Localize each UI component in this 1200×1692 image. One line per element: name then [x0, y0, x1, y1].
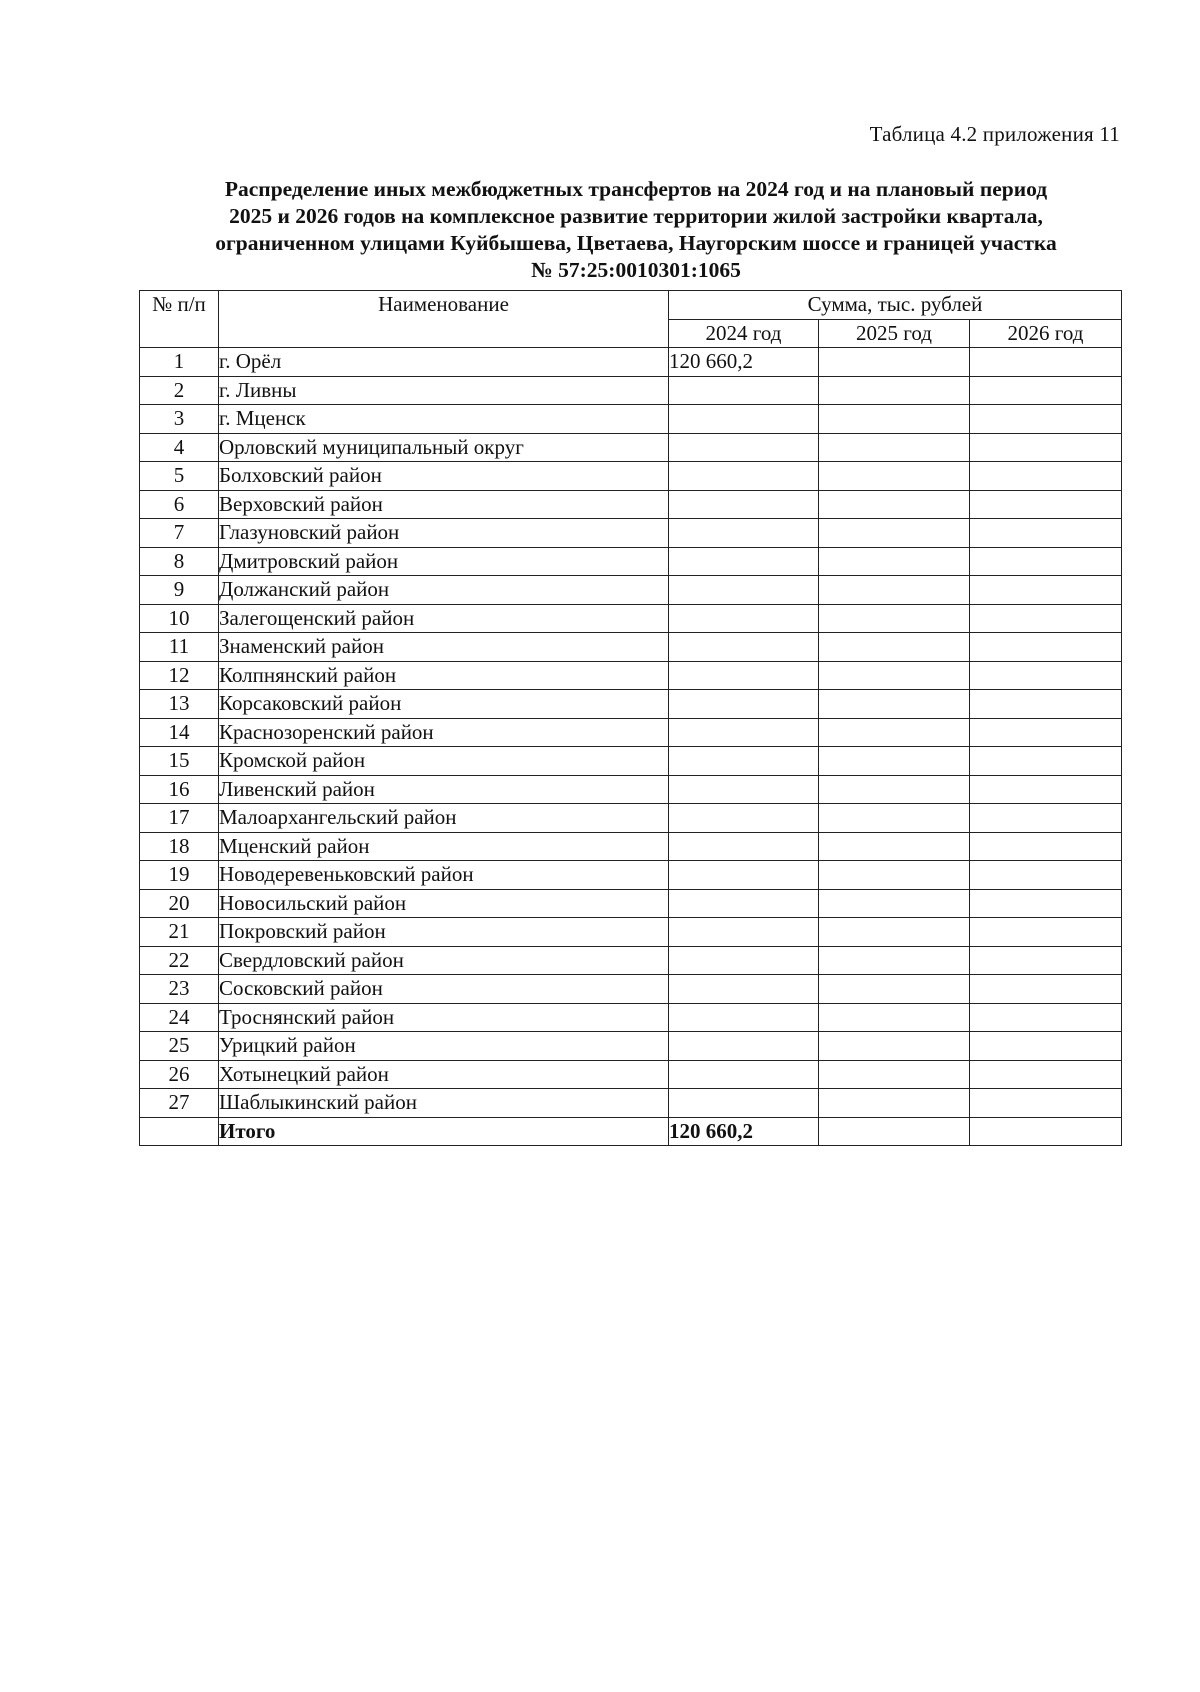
row-value-2024 [669, 1003, 819, 1032]
total-value-2025 [819, 1117, 970, 1146]
row-value-2026 [970, 918, 1122, 947]
row-value-2024 [669, 576, 819, 605]
row-value-2026 [970, 661, 1122, 690]
row-name: Малоархангельский район [219, 804, 669, 833]
row-value-2026 [970, 462, 1122, 491]
row-value-2024 [669, 604, 819, 633]
row-number: 23 [140, 975, 219, 1004]
table-row [140, 804, 1122, 833]
table-row [140, 832, 1122, 861]
row-value-2025 [819, 633, 970, 662]
row-number: 3 [140, 405, 219, 434]
row-value-2024 [669, 718, 819, 747]
row-value-2024 [669, 547, 819, 576]
column-header-name: Наименование [219, 291, 669, 348]
row-value-2026 [970, 547, 1122, 576]
row-value-2024 [669, 975, 819, 1004]
row-value-2026 [970, 718, 1122, 747]
row-number: 13 [140, 690, 219, 719]
row-number: 14 [140, 718, 219, 747]
row-value-2025 [819, 861, 970, 890]
row-value-2024 [669, 433, 819, 462]
row-name: Шаблыкинский район [219, 1089, 669, 1118]
table-row [140, 490, 1122, 519]
row-value-2024 [669, 462, 819, 491]
row-number: 9 [140, 576, 219, 605]
row-name: Болховский район [219, 462, 669, 491]
row-number: 5 [140, 462, 219, 491]
table-row [140, 775, 1122, 804]
row-value-2024 [669, 490, 819, 519]
row-number: 1 [140, 348, 219, 377]
row-number: 2 [140, 376, 219, 405]
row-name: Краснозоренский район [219, 718, 669, 747]
table-row [140, 718, 1122, 747]
table-row [140, 576, 1122, 605]
row-value-2026 [970, 946, 1122, 975]
row-name: Залегощенский район [219, 604, 669, 633]
row-value-2024 [669, 376, 819, 405]
row-name: Сосковский район [219, 975, 669, 1004]
table-row [140, 861, 1122, 890]
row-number: 22 [140, 946, 219, 975]
row-value-2025 [819, 690, 970, 719]
column-header-2026: 2026 год [970, 319, 1122, 348]
title-line: ограниченном улицами Куйбышева, Цветаева, Наугорским шоссе и границей участка [215, 231, 1057, 255]
row-value-2025 [819, 918, 970, 947]
row-value-2026 [970, 775, 1122, 804]
row-value-2024: 120 660,2 [669, 348, 819, 377]
table-row [140, 519, 1122, 548]
row-value-2025 [819, 519, 970, 548]
row-value-2025 [819, 547, 970, 576]
row-value-2024 [669, 747, 819, 776]
row-name: г. Орёл [219, 348, 669, 377]
row-value-2024 [669, 918, 819, 947]
row-number: 10 [140, 604, 219, 633]
row-value-2024 [669, 633, 819, 662]
row-number: 26 [140, 1060, 219, 1089]
row-number: 24 [140, 1003, 219, 1032]
row-value-2026 [970, 832, 1122, 861]
row-name: г. Ливны [219, 376, 669, 405]
row-number: 15 [140, 747, 219, 776]
row-value-2024 [669, 661, 819, 690]
row-value-2024 [669, 1032, 819, 1061]
table-row [140, 462, 1122, 491]
title-line: 2025 и 2026 годов на комплексное развитие территории жилой застройки квартала, [229, 204, 1043, 228]
total-label: Итого [219, 1117, 669, 1146]
row-value-2026 [970, 633, 1122, 662]
row-value-2025 [819, 462, 970, 491]
row-value-2025 [819, 376, 970, 405]
table-row [140, 661, 1122, 690]
row-name: г. Мценск [219, 405, 669, 434]
row-name: Верховский район [219, 490, 669, 519]
row-value-2025 [819, 718, 970, 747]
row-value-2025 [819, 433, 970, 462]
row-value-2025 [819, 604, 970, 633]
document-title [150, 176, 1122, 284]
row-name: Знаменский район [219, 633, 669, 662]
row-value-2026 [970, 433, 1122, 462]
row-value-2026 [970, 604, 1122, 633]
table-body [140, 348, 1122, 1146]
row-name: Корсаковский район [219, 690, 669, 719]
total-value-2024: 120 660,2 [669, 1117, 819, 1146]
row-value-2026 [970, 889, 1122, 918]
row-number: 27 [140, 1089, 219, 1118]
title-line: № 57:25:0010301:1065 [531, 258, 741, 282]
row-value-2026 [970, 490, 1122, 519]
row-name: Хотынецкий район [219, 1060, 669, 1089]
table-row [140, 348, 1122, 377]
row-number: 21 [140, 918, 219, 947]
row-value-2026 [970, 376, 1122, 405]
row-value-2026 [970, 690, 1122, 719]
column-header-number: № п/п [140, 291, 219, 348]
row-number: 25 [140, 1032, 219, 1061]
row-value-2025 [819, 661, 970, 690]
row-number: 6 [140, 490, 219, 519]
total-row [140, 1117, 1122, 1146]
row-name: Покровский район [219, 918, 669, 947]
row-value-2025 [819, 775, 970, 804]
row-number: 11 [140, 633, 219, 662]
row-number: 4 [140, 433, 219, 462]
row-value-2025 [819, 1032, 970, 1061]
row-value-2025 [819, 946, 970, 975]
table-row [140, 690, 1122, 719]
row-value-2026 [970, 804, 1122, 833]
row-number: 8 [140, 547, 219, 576]
row-value-2026 [970, 1060, 1122, 1089]
row-value-2026 [970, 861, 1122, 890]
row-name: Орловский муниципальный округ [219, 433, 669, 462]
row-value-2026 [970, 1003, 1122, 1032]
row-number: 7 [140, 519, 219, 548]
row-number: 18 [140, 832, 219, 861]
table-row [140, 1003, 1122, 1032]
row-value-2024 [669, 519, 819, 548]
row-value-2025 [819, 576, 970, 605]
table-row [140, 1032, 1122, 1061]
column-header-2024: 2024 год [669, 319, 819, 348]
title-line: Распределение иных межбюджетных трансфертов на 2024 год и на плановый период [224, 177, 1048, 201]
table-row [140, 376, 1122, 405]
table-row [140, 604, 1122, 633]
table-row [140, 747, 1122, 776]
row-name: Глазуновский район [219, 519, 669, 548]
row-value-2024 [669, 1060, 819, 1089]
row-value-2026 [970, 975, 1122, 1004]
row-value-2024 [669, 832, 819, 861]
row-number: 17 [140, 804, 219, 833]
row-value-2024 [669, 804, 819, 833]
row-name: Колпнянский район [219, 661, 669, 690]
table-row [140, 433, 1122, 462]
row-value-2025 [819, 747, 970, 776]
row-name: Новосильский район [219, 889, 669, 918]
row-name: Троснянский район [219, 1003, 669, 1032]
row-name: Урицкий район [219, 1032, 669, 1061]
table-row [140, 918, 1122, 947]
row-value-2024 [669, 946, 819, 975]
column-header-sum: Сумма, тыс. рублей [669, 291, 1122, 320]
table-row [140, 889, 1122, 918]
row-name: Дмитровский район [219, 547, 669, 576]
row-value-2026 [970, 1089, 1122, 1118]
total-number-cell [140, 1117, 219, 1146]
row-value-2025 [819, 405, 970, 434]
row-name: Ливенский район [219, 775, 669, 804]
row-value-2025 [819, 975, 970, 1004]
row-name: Мценский район [219, 832, 669, 861]
row-value-2024 [669, 1089, 819, 1118]
row-value-2026 [970, 348, 1122, 377]
annex-reference: Таблица 4.2 приложения 11 [869, 122, 1120, 146]
row-value-2026 [970, 405, 1122, 434]
row-name: Новодеревеньковский район [219, 861, 669, 890]
table-row [140, 975, 1122, 1004]
table-row [140, 1060, 1122, 1089]
row-value-2024 [669, 690, 819, 719]
row-value-2024 [669, 861, 819, 890]
transfer-distribution-table [139, 290, 1122, 1146]
row-name: Должанский район [219, 576, 669, 605]
row-value-2025 [819, 490, 970, 519]
row-value-2025 [819, 804, 970, 833]
row-value-2025 [819, 889, 970, 918]
row-value-2025 [819, 1003, 970, 1032]
row-value-2025 [819, 348, 970, 377]
row-number: 19 [140, 861, 219, 890]
row-value-2026 [970, 519, 1122, 548]
row-value-2024 [669, 775, 819, 804]
row-value-2026 [970, 747, 1122, 776]
table-row [140, 1089, 1122, 1118]
total-value-2026 [970, 1117, 1122, 1146]
row-number: 20 [140, 889, 219, 918]
column-header-2025: 2025 год [819, 319, 970, 348]
table-row [140, 633, 1122, 662]
row-value-2025 [819, 1060, 970, 1089]
row-value-2025 [819, 1089, 970, 1118]
row-number: 12 [140, 661, 219, 690]
row-value-2024 [669, 889, 819, 918]
table-row [140, 946, 1122, 975]
row-value-2024 [669, 405, 819, 434]
row-number: 16 [140, 775, 219, 804]
row-value-2026 [970, 576, 1122, 605]
table-row [140, 547, 1122, 576]
row-name: Свердловский район [219, 946, 669, 975]
row-name: Кромской район [219, 747, 669, 776]
table-row [140, 405, 1122, 434]
row-value-2026 [970, 1032, 1122, 1061]
row-value-2025 [819, 832, 970, 861]
